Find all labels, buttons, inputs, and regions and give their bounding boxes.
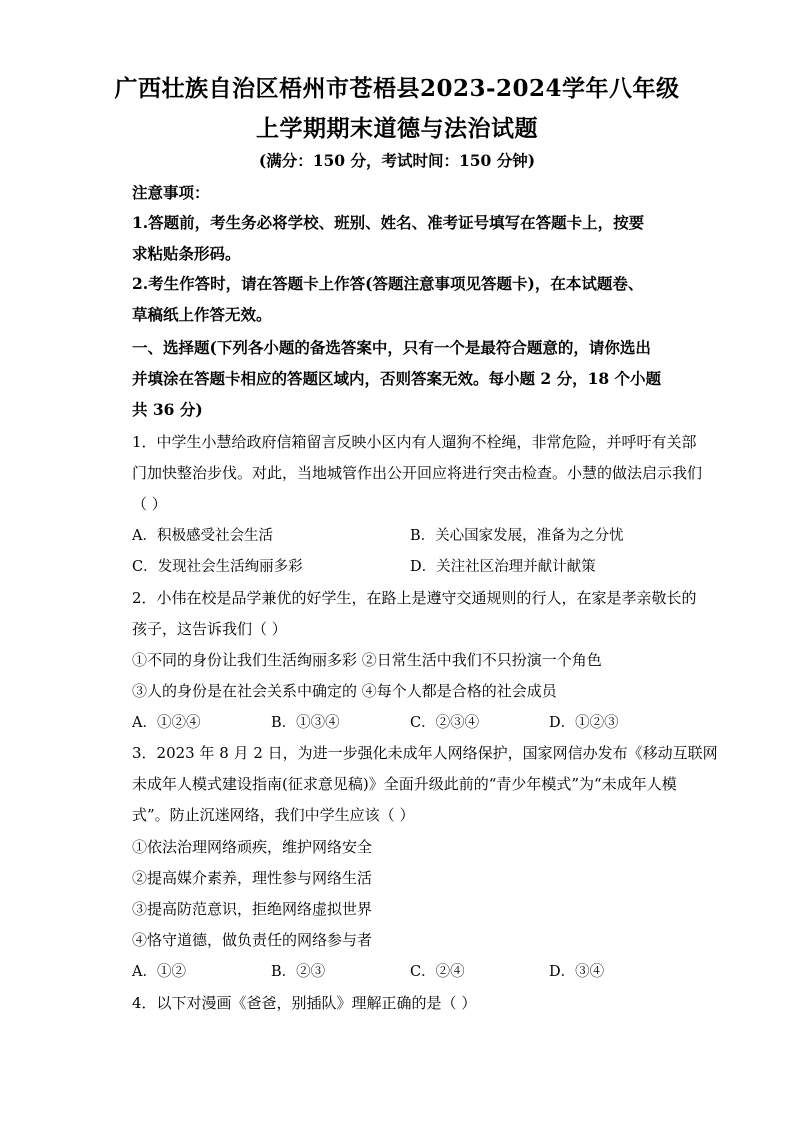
q2-option-a: A．①②④ (132, 715, 201, 731)
q1-stem-line1: 1．中学生小慧给政府信箱留言反映小区内有人遛狗不栓绳，非常危险，并呼吁有关部 (132, 433, 697, 451)
notice-item2-line1: 2.考生作答时，请在答题卡上作答(答题注意事项见答题卡)，在本试题卷、 (132, 274, 644, 293)
q3-stem-line2: 未成年人模式建设指南(征求意见稿)》全面升级此前的“青少年模式”为“未成年人模 (132, 775, 677, 793)
q3-option-a: A．①② (132, 964, 186, 980)
q3-statement-2: ②提高媒介素养，理性参与网络生活 (132, 869, 373, 887)
q2-option-c: C．②③④ (410, 715, 480, 731)
q3-stem-line1: 3．2023 年 8 月 2 日，为进一步强化未成年人网络保护，国家网信办发布《移动互联网 (132, 744, 718, 762)
exam-title-line2: 上学期期末道德与法治试题 (256, 115, 538, 142)
notice-heading: 注意事项： (132, 183, 210, 202)
q3-option-d: D．③④ (549, 964, 605, 980)
notice-item1-line1: 1.答题前，考生务必将学校、班别、姓名、准考证号填写在答题卡上，按要 (132, 213, 645, 232)
exam-title-line1: 广西壮族自治区梧州市苍梧县2023-2024学年八年级 (114, 75, 680, 102)
section-heading-line2: 并填涂在答题卡相应的答题区域内，否则答案无效。每小题 2 分，18 个小题 (132, 369, 662, 388)
q2-statement-line1: ①不同的身份让我们生活绚丽多彩 ②日常生活中我们不只扮演一个角色 (132, 651, 602, 669)
q3-option-c: C．②④ (410, 964, 465, 980)
q1-stem-line2: 门加快整治步伐。对此，当地城管作出公开回应将进行突击检查。小慧的做法启示我们 (132, 464, 703, 482)
q3-statement-3: ③提高防范意识，拒绝网络虚拟世界 (132, 900, 373, 918)
q2-option-b: B．①③④ (271, 715, 340, 731)
q2-stem-line2: 孩子，这告诉我们（ ） (132, 620, 287, 638)
q3-statement-4: ④恪守道德，做负责任的网络参与者 (132, 931, 373, 949)
notice-item2-line2: 草稿纸上作答无效。 (132, 305, 272, 324)
q3-stem-line3: 式”。防止沉迷网络，我们中学生应该（ ） (132, 806, 415, 824)
exam-subtitle: (满分：150 分，考试时间：150 分钟) (258, 151, 536, 170)
notice-item1-line2: 求粘贴条形码。 (132, 244, 241, 263)
q1-option-b: B．关心国家发展，准备为之分忧 (410, 528, 624, 544)
q4-stem-line1: 4．以下对漫画《爸爸，别插队》理解正确的是（ ） (132, 994, 477, 1012)
q2-statement-line2: ③人的身份是在社会关系中确定的 ④每个人都是合格的社会成员 (132, 682, 557, 700)
q3-option-b: B．②③ (271, 964, 326, 980)
q2-option-d: D．①②③ (549, 715, 619, 731)
section-heading-line3: 共 36 分) (132, 400, 203, 419)
q3-statement-1: ①依法治理网络顽疾，维护网络安全 (132, 838, 373, 856)
q1-stem-line3: （ ） (132, 495, 167, 513)
q2-stem-line1: 2．小伟在校是品学兼优的好学生，在路上是遵守交通规则的行人，在家是孝亲敬长的 (132, 589, 697, 607)
section-heading-line1: 一、选择题(下列各小题的备选答案中，只有一个是最符合题意的，请你选出 (132, 338, 651, 357)
q1-option-c: C．发现社会生活绚丽多彩 (132, 559, 303, 575)
q1-option-a: A．积极感受社会生活 (132, 528, 273, 544)
q1-option-d: D．关注社区治理并献计献策 (410, 559, 596, 575)
